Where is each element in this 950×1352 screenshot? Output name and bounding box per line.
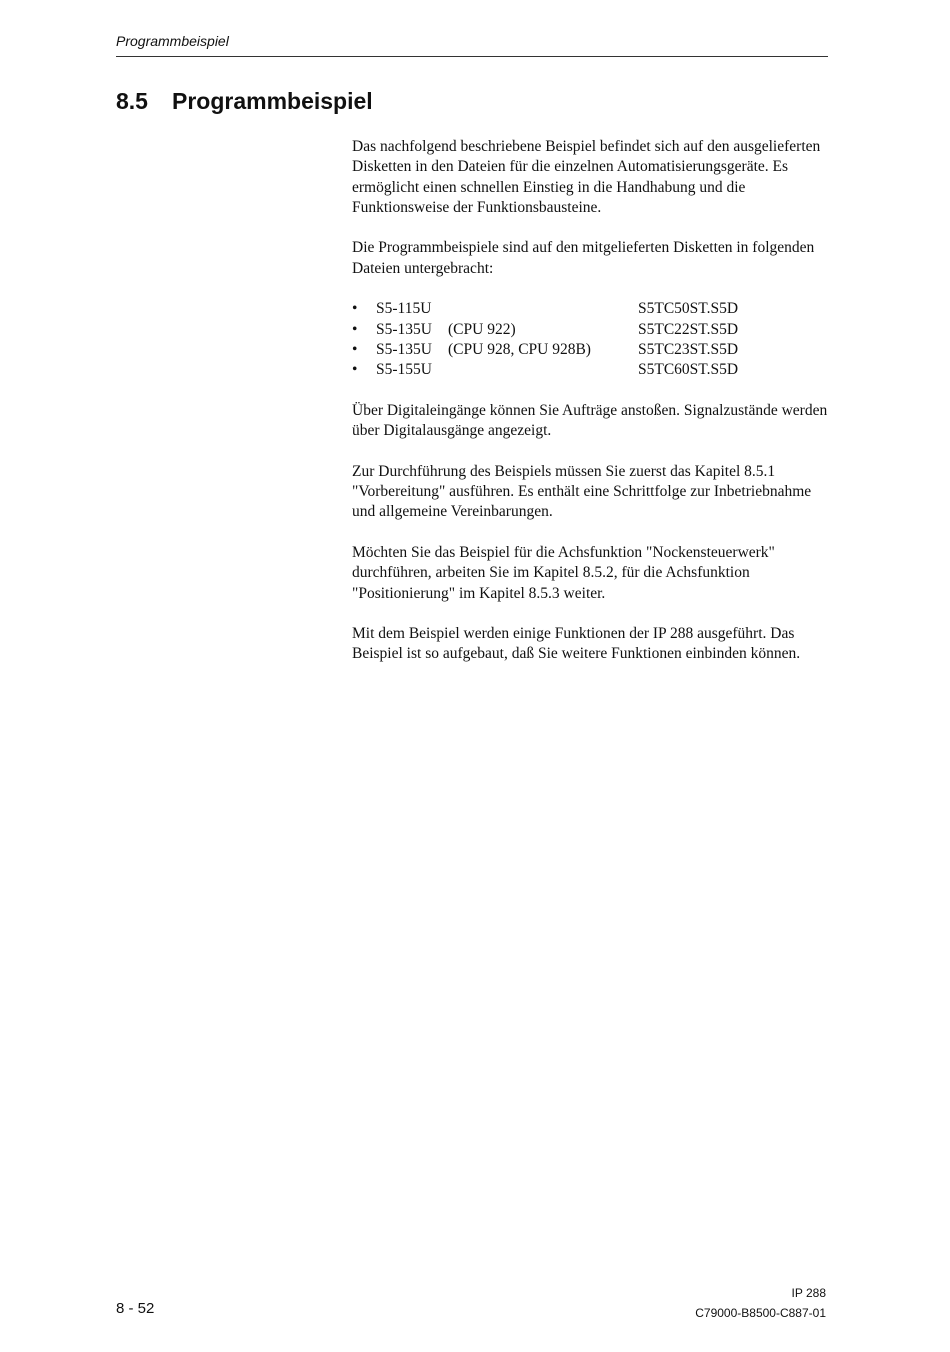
cpu-name: (CPU 928, CPU 928B) xyxy=(448,340,591,358)
file-list xyxy=(352,299,832,380)
list-item xyxy=(352,340,832,360)
list-item xyxy=(352,360,832,380)
body-text xyxy=(352,137,832,685)
paragraph-files-intro: Die Programmbeispiele sind auf den mitgelieferten Disketten in folgenden Dateien untergebracht: xyxy=(352,239,815,277)
device-name: S5-155U xyxy=(376,361,432,379)
file-name: S5TC60ST.S5D xyxy=(638,361,739,379)
section-heading xyxy=(116,88,373,115)
bullet: • xyxy=(352,320,358,338)
paragraph-digital-io: Über Digitaleingänge können Sie Aufträge anstoßen. Signalzustände werden über Digitalausgänge angezeigt. xyxy=(352,401,828,440)
cpu-name: (CPU 922) xyxy=(448,320,516,338)
order-number: C79000-B8500-C887-01 xyxy=(695,1306,826,1320)
running-header: Programmbeispiel xyxy=(116,33,229,49)
footer-info xyxy=(695,1283,826,1323)
paragraph-intro: Das nachfolgend beschriebene Beispiel befindet sich auf den ausgelieferten Disketten in den Dateien für die einzelnen Automatisierungsgeräte. Es ermöglicht einen schnellen Einstieg in die Handhabung und die Funktionsweise der Funktionsbausteine. xyxy=(352,138,821,216)
list-item xyxy=(352,320,832,340)
file-name: S5TC22ST.S5D xyxy=(638,320,739,338)
device-name: S5-135U xyxy=(376,320,432,338)
section-number: 8.5 xyxy=(116,88,148,114)
paragraph-conclusion: Mit dem Beispiel werden einige Funktionen der IP 288 ausgeführt. Das Beispiel ist so aufgebaut, daß Sie weitere Funktionen einbinden können. xyxy=(352,625,801,663)
file-name: S5TC50ST.S5D xyxy=(638,300,739,318)
product-name: IP 288 xyxy=(791,1286,826,1300)
bullet: • xyxy=(352,361,358,379)
list-item xyxy=(352,299,832,319)
bullet: • xyxy=(352,340,358,358)
header-rule xyxy=(116,56,828,57)
page-number: 8 - 52 xyxy=(116,1300,155,1317)
bullet: • xyxy=(352,300,358,318)
file-name: S5TC23ST.S5D xyxy=(638,340,739,358)
cpu-name xyxy=(448,360,638,380)
device-name: S5-135U xyxy=(376,340,432,358)
paragraph-preparation: Zur Durchführung des Beispiels müssen Sie zuerst das Kapitel 8.5.1 "Vorbereitung" ausführen. Es enthält eine Schrittfolge zur Inbetriebnahme und allgemeine Vereinbarungen. xyxy=(352,462,812,521)
cpu-name xyxy=(448,299,638,319)
device-name: S5-115U xyxy=(376,300,432,318)
paragraph-axis-functions: Möchten Sie das Beispiel für die Achsfunktion "Nockensteuerwerk" durchführen, arbeiten Sie im Kapitel 8.5.2, für die Achsfunktion "Positionierung" im Kapitel 8.5.3 weiter. xyxy=(352,543,775,602)
section-title: Programmbeispiel xyxy=(172,88,373,114)
